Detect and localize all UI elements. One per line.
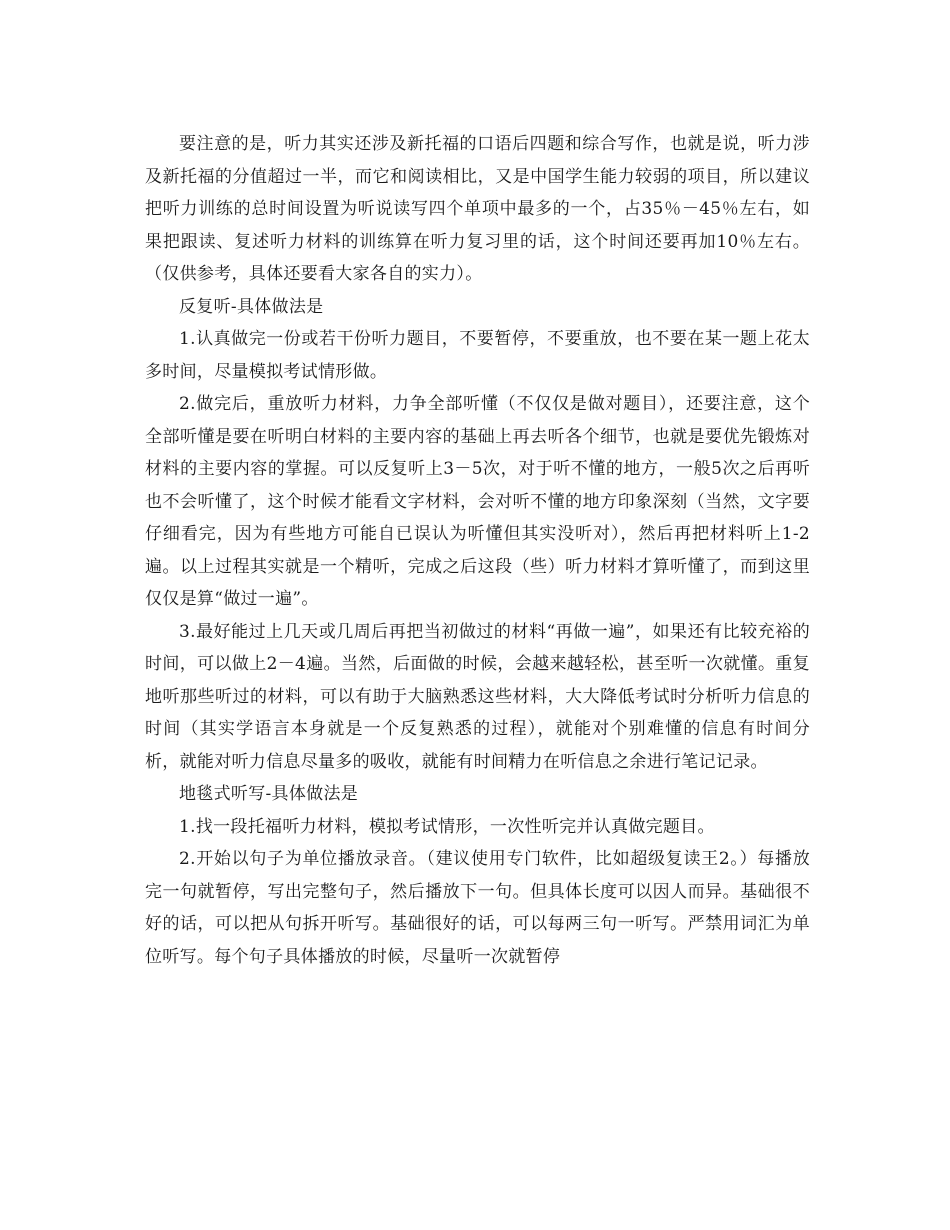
paragraph-dictation-step-2: 2.开始以句子为单位播放录音。（建议使用专门软件，比如超级复读王2。）每播放完一句就暂停，写出完整句子，然后播放下一句。但具体长度可以因人而异。基础很不好的话，可以把从句拆开听写。基础很好的话，可以每两三句一听写。严禁用词汇为单位听写。每个句子具体播放的时候，尽量听一次就暂停 <box>145 849 810 967</box>
paragraph-step-2-replay-material: 2.做完后，重放听力材料，力争全部听懂（不仅仅是做对题目），还要注意，这个全部听懂是要在听明白材料的主要内容的基础上再去听各个细节，也就是要优先锻炼对材料的主要内容的掌握。可以反复听上3－5次，对于听不懂的地方，一般5次之后再听也不会听懂了，这个时候才能看文字材料，会对听不懂的地方印象深刻（当然，文字要仔细看完，因为有些地方可能自已误认为听懂但其实没听对），然后再把材料听上1-2遍。以上过程其实就是一个精听，完成之后这段（些）听力材料才算听懂了，而到这里仅仅是算“做过一遍”。 <box>145 394 810 609</box>
paragraph-step-3-redo-material: 3.最好能过上几天或几周后再把当初做过的材料“再做一遍”，如果还有比较充裕的时间，可以做上2－4遍。当然，后面做的时候，会越来越轻松，甚至听一次就懂。重复地听那些听过的材料，可以有助于大脑熟悉这些材料，大大降低考试时分析听力信息的时间（其实学语言本身就是一个反复熟悉的过程），就能对个别难懂的信息有时间分析，就能对听力信息尽量多的吸收，就能有时间精力在听信息之余进行笔记记录。 <box>145 621 810 772</box>
heading-repeated-listening: 反复听-具体做法是 <box>179 296 324 317</box>
document-body <box>145 128 810 973</box>
paragraph-step-1-do-questions: 1.认真做完一份或若干份听力题目，不要暂停，不要重放，也不要在某一题上花太多时间，尽量模拟考试情形做。 <box>145 329 810 382</box>
heading-carpet-dictation: 地毯式听写-具体做法是 <box>179 784 359 804</box>
paragraph-listening-time-allocation: 要注意的是，听力其实还涉及新托福的口语后四题和综合写作，也就是说，听力涉及新托福的分值超过一半，而它和阅读相比，又是中国学生能力较弱的项目，所以建议把听力训练的总时间设置为听说读写四个单项中最多的一个，占35％－45％左右，如果把跟读、复述听力材料的训练算在听力复习里的话，这个时间还要再加10％左右。（仅供参考，具体还要看大家各自的实力）。 <box>145 134 810 284</box>
paragraph-dictation-step-1: 1.找一段托福听力材料，模拟考试情形，一次性听完并认真做完题目。 <box>179 816 715 837</box>
